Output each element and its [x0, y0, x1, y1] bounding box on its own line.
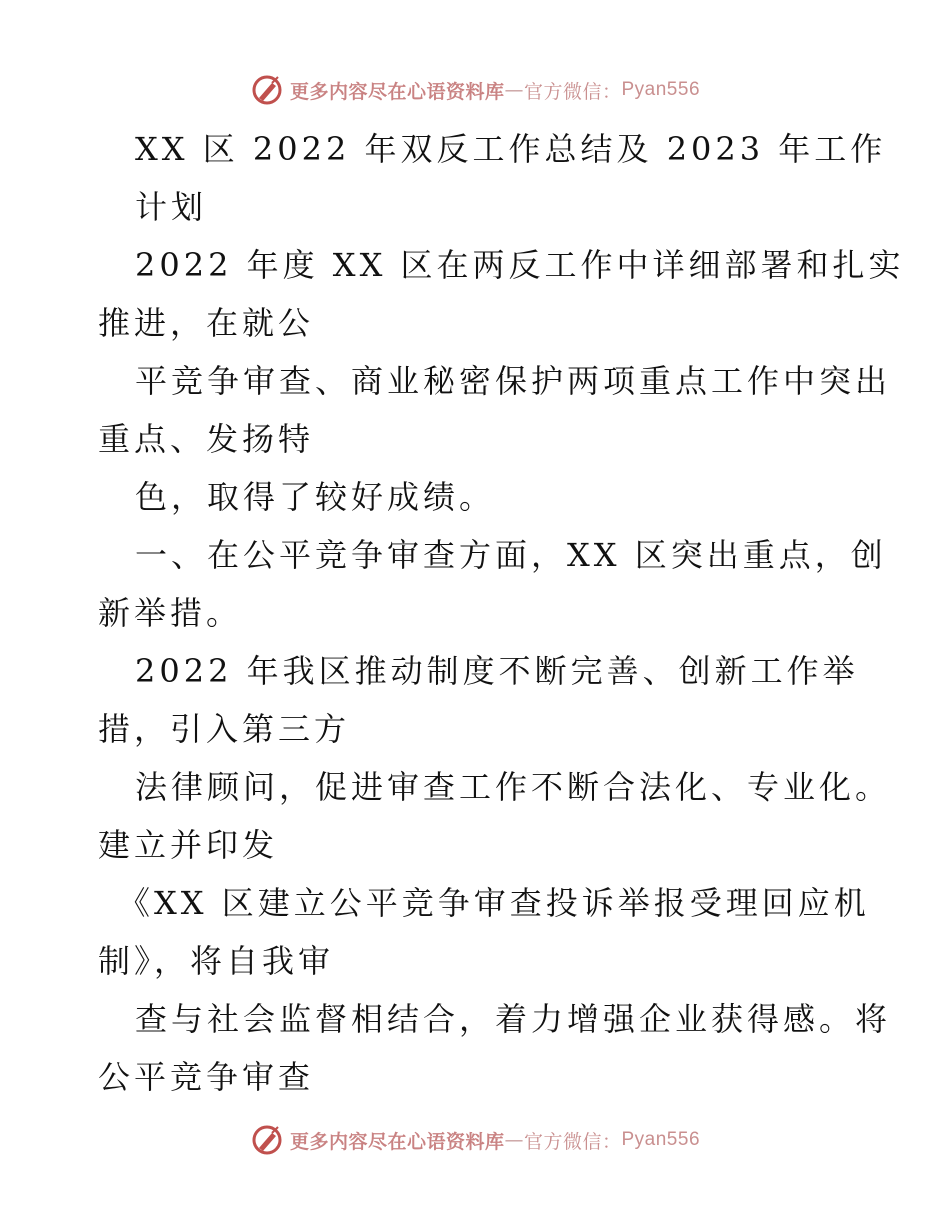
- watermark-id: Pyan556: [621, 1129, 701, 1150]
- paragraph-line: 2022 年我区推动制度不断完善、创新工作举: [135, 652, 859, 690]
- paragraph-line: 法律顾问，促进审查工作不断合法化、专业化。: [135, 768, 892, 806]
- paragraph-line: 查与社会监督相结合，着力增强企业获得感。将: [135, 1000, 892, 1038]
- doc-title-line-1: XX 区 2022 年双反工作总结及 2023 年工作: [135, 130, 887, 168]
- watermark-id: Pyan556: [621, 79, 701, 100]
- paragraph-line: 推进，在就公: [98, 304, 315, 342]
- watermark-dash: —: [504, 1129, 524, 1151]
- paragraph-line: 建立并印发: [98, 826, 279, 864]
- watermark-main-text: 更多内容尽在心语资料库: [289, 1130, 505, 1153]
- doc-title-line-2: 计划: [135, 188, 208, 226]
- footer-watermark: [0, 1120, 950, 1160]
- paragraph-line: 制》，将自我审: [98, 942, 335, 980]
- paragraph-line: 平竞争审查、商业秘密保护两项重点工作中突出: [135, 362, 892, 400]
- watermark-main-text: 更多内容尽在心语资料库: [289, 80, 505, 103]
- watermark-sub-text: 官方微信：: [523, 1130, 622, 1153]
- paragraph-line: 《XX 区建立公平竞争审查投诉举报受理回应机: [118, 884, 870, 922]
- paragraph-line: 2022 年度 XX 区在两反工作中详细部署和扎实: [135, 246, 905, 284]
- paragraph-line: 重点、发扬特: [98, 420, 315, 458]
- watermark-dash: —: [504, 79, 524, 101]
- paragraph-line: 色，取得了较好成绩。: [135, 478, 496, 516]
- section-heading-line: 一、在公平竞争审查方面，XX 区突出重点，创: [135, 536, 887, 574]
- header-watermark: [0, 70, 950, 110]
- pen-logo-icon: [250, 1123, 284, 1157]
- paragraph-line: 措，引入第三方: [98, 710, 351, 748]
- pen-logo-icon: [250, 73, 284, 107]
- section-heading-line: 新举措。: [98, 594, 243, 632]
- watermark-sub-text: 官方微信：: [523, 80, 622, 103]
- paragraph-line: 公平竞争审查: [98, 1058, 315, 1096]
